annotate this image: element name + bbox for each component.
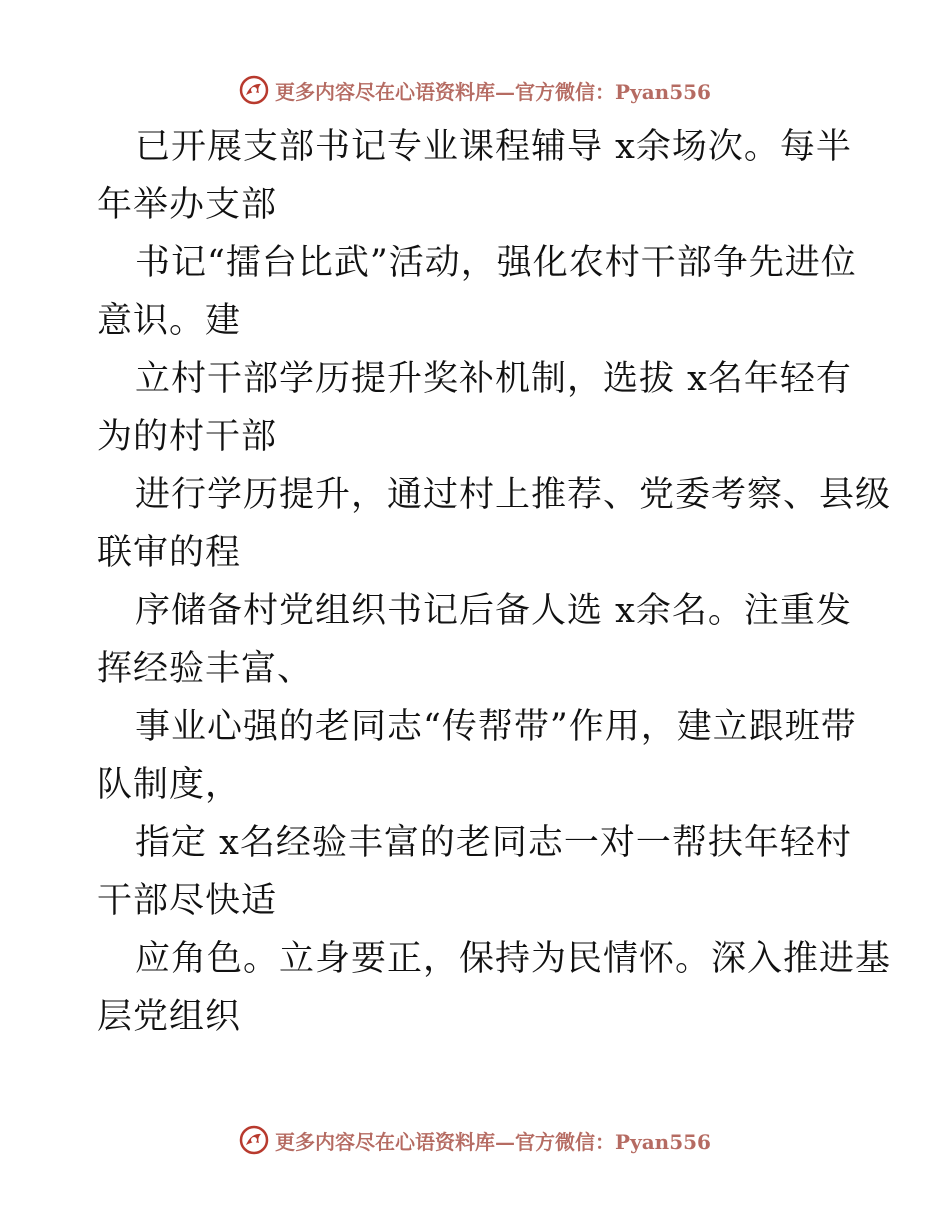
body-line: 意识。建 xyxy=(97,301,242,341)
logo-icon xyxy=(239,1125,269,1155)
body-line: 联审的程 xyxy=(97,533,242,573)
header-banner-text: 更多内容尽在心语资料库—官方微信：Pyan556 xyxy=(275,79,711,104)
body-line: 年举办支部 xyxy=(97,185,278,225)
body-line: 书记“擂台比武”活动，强化农村干部争先进位 xyxy=(135,243,857,283)
logo-icon xyxy=(239,75,269,105)
footer-banner-text: 更多内容尽在心语资料库—官方微信：Pyan556 xyxy=(275,1129,711,1154)
body-line: 为的村干部 xyxy=(97,417,278,457)
body-line: 指定 x名经验丰富的老同志一对一帮扶年轻村 xyxy=(135,823,852,863)
body-line: 应角色。立身要正，保持为民情怀。深入推进基 xyxy=(135,939,892,979)
body-line: 干部尽快适 xyxy=(97,881,278,921)
body-line: 挥经验丰富、 xyxy=(97,649,314,689)
body-line: 队制度， xyxy=(97,765,242,805)
body-line: 进行学历提升，通过村上推荐、党委考察、县级 xyxy=(135,475,892,515)
body-line: 事业心强的老同志“传帮带”作用，建立跟班带 xyxy=(135,707,857,747)
body-line: 层党组织 xyxy=(97,997,242,1037)
body-line: 已开展支部书记专业课程辅导 x余场次。每半 xyxy=(135,127,852,167)
document-body xyxy=(97,118,892,1046)
header-banner xyxy=(0,70,950,110)
footer-banner xyxy=(0,1120,950,1160)
body-line: 立村干部学历提升奖补机制，选拔 x名年轻有 xyxy=(135,359,852,399)
body-line: 序储备村党组织书记后备人选 x余名。注重发 xyxy=(135,591,852,631)
